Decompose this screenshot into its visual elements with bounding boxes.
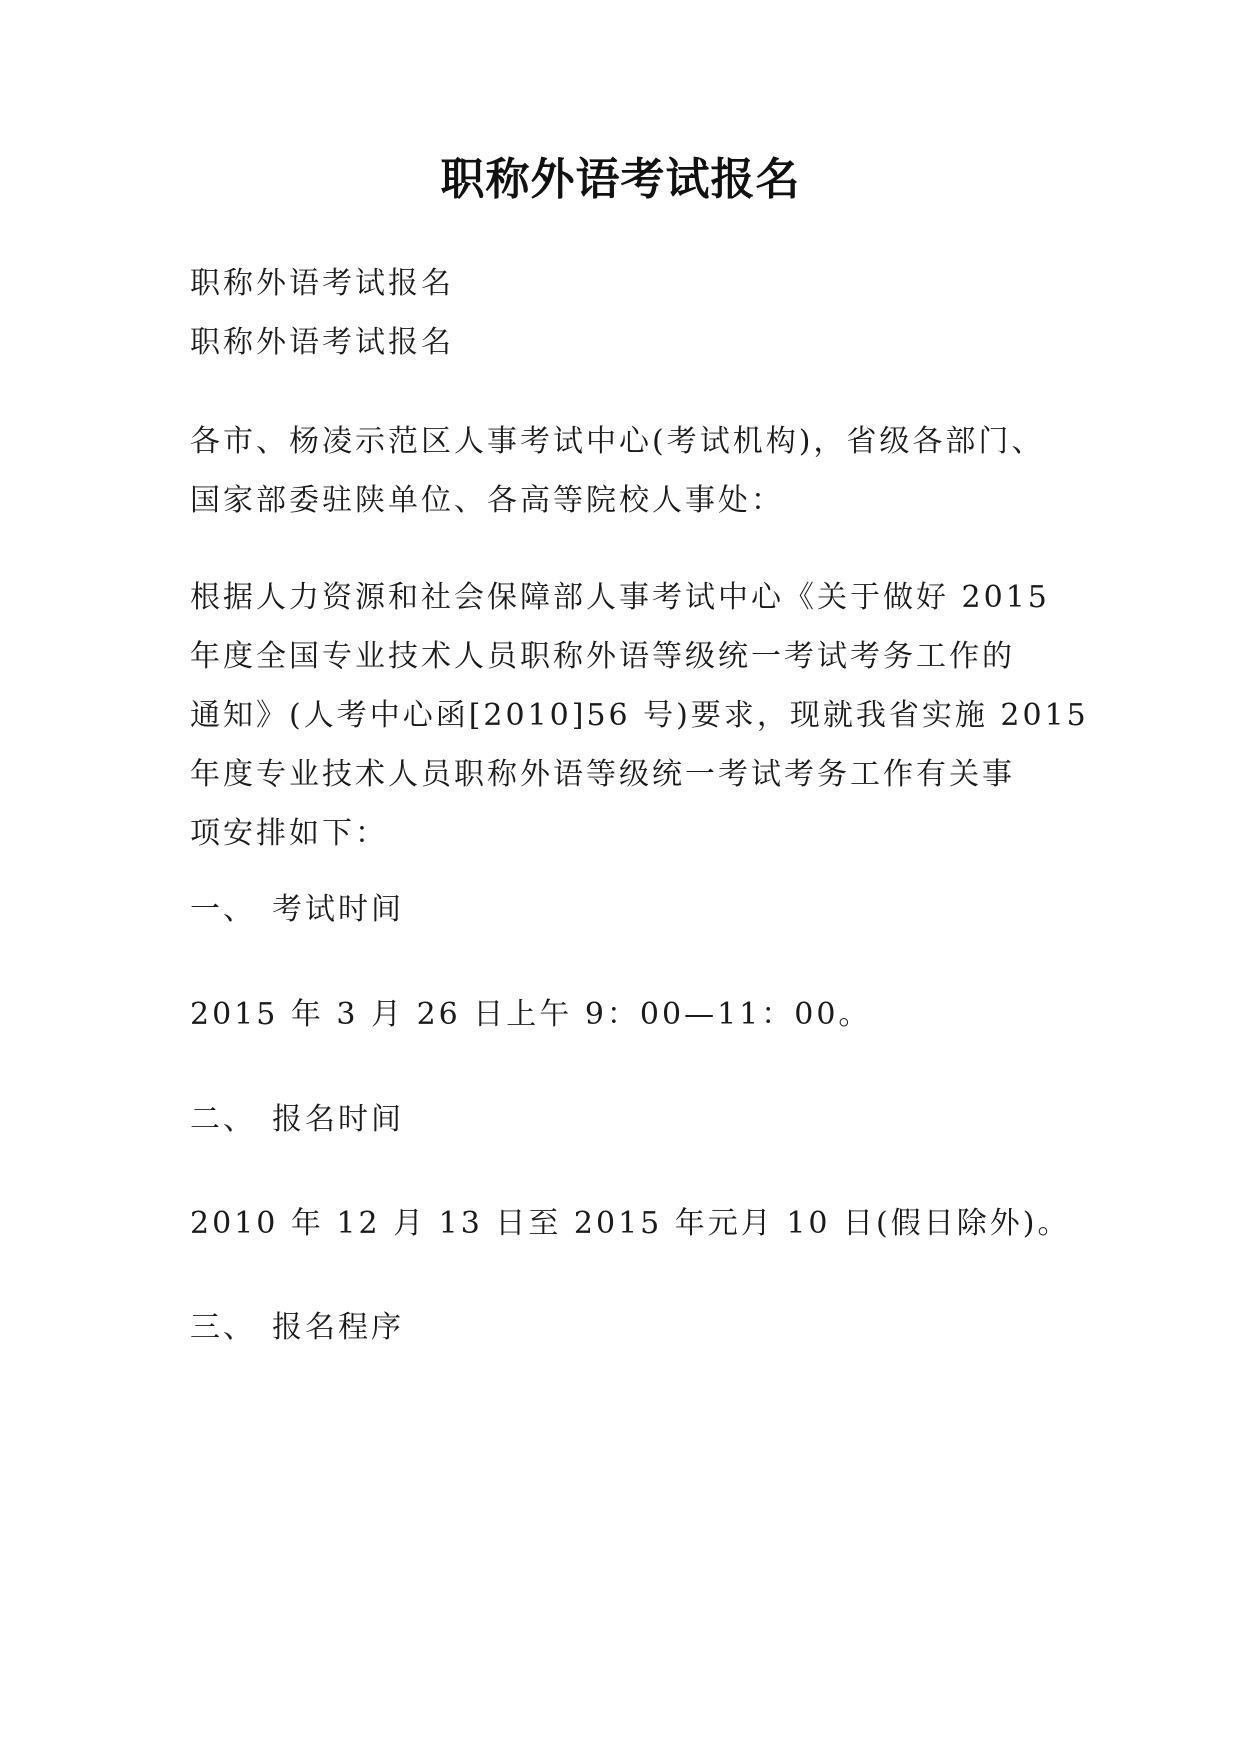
- subtitle-line: 职称外语考试报名: [190, 325, 454, 360]
- intro-line: 根据人力资源和社会保障部人事考试中心《关于做好 2015: [190, 580, 1050, 615]
- document-title: 职称外语考试报名: [440, 154, 801, 205]
- salutation-paragraph: [190, 412, 1090, 530]
- subtitle-block: [190, 254, 1090, 372]
- intro-line: 通知》(人考中心函[2010]56 号)要求，现就我省实施 2015: [190, 698, 1089, 733]
- salutation-line: 国家部委驻陕单位、各高等院校人事处：: [190, 483, 784, 518]
- section-heading-text: 考试时间: [272, 892, 404, 927]
- section-1-heading: [190, 880, 1090, 939]
- section-number: 一、: [190, 892, 256, 927]
- subtitle-line: 职称外语考试报名: [190, 266, 454, 301]
- section-1-content: 2015 年 3 月 26 日上午 9：00—11：00。: [190, 997, 872, 1032]
- intro-line: 项安排如下：: [190, 816, 388, 851]
- section-number: 三、: [190, 1310, 256, 1345]
- section-number: 二、: [190, 1102, 256, 1137]
- section-heading-text: 报名程序: [272, 1310, 404, 1345]
- section-2-content: 2010 年 12 月 13 日至 2015 年元月 10 日(假日除外)。: [190, 1206, 1071, 1241]
- salutation-line: 各市、杨凌示范区人事考试中心(考试机构)，省级各部门、: [190, 424, 1045, 459]
- section-heading-text: 报名时间: [272, 1102, 404, 1137]
- intro-line: 年度全国专业技术人员职称外语等级统一考试考务工作的: [190, 639, 1015, 674]
- intro-paragraph: [190, 568, 1090, 863]
- section-3-heading: [190, 1298, 1090, 1357]
- intro-line: 年度专业技术人员职称外语等级统一考试考务工作有关事: [190, 757, 1015, 792]
- section-2-heading: [190, 1090, 1090, 1149]
